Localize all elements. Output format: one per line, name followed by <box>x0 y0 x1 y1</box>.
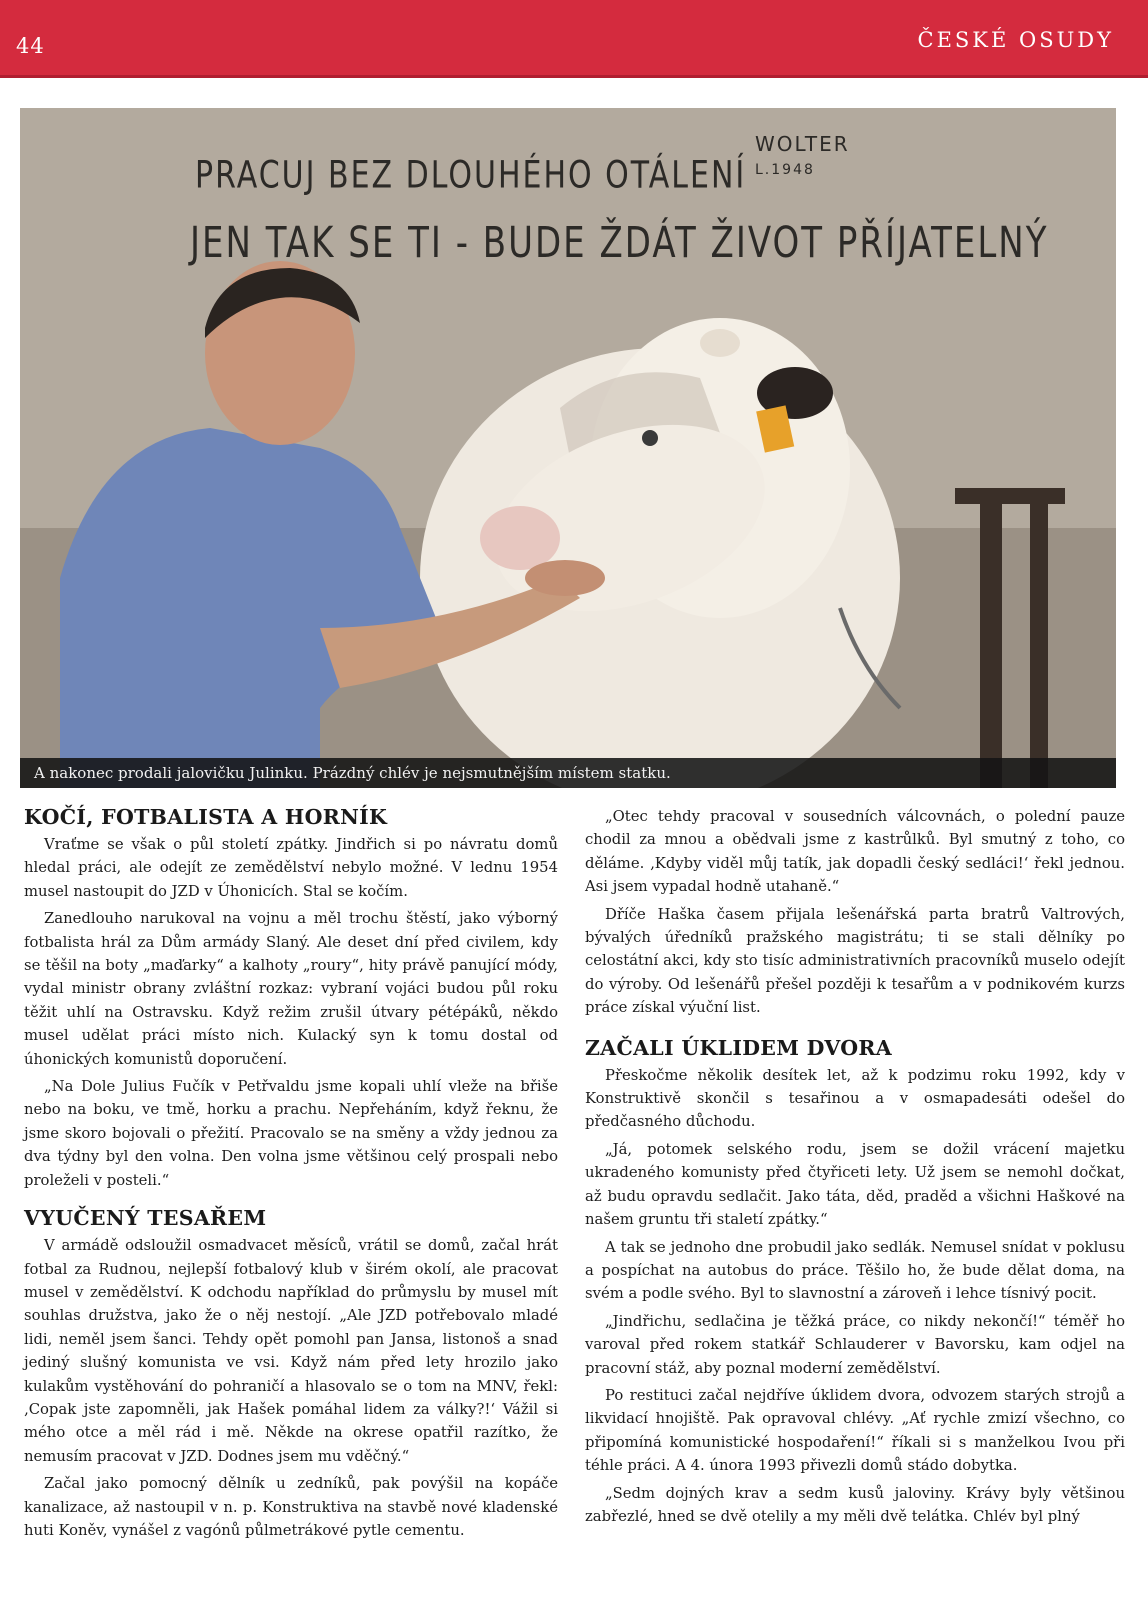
right-column <box>585 805 1125 1532</box>
photo-caption-bar <box>20 758 1116 788</box>
paragraph: Zanedlouho narukoval na vojnu a měl trochu štěstí, jako výborný fotbalista hrál za Dům armády Slaný. Ale deset dní před civilem, kdy se těšil na boty „maďarky“ a kalhoty „roury“, hity právě panující módy, vydal ministr obrany zvláštní rozkaz: vybraní vojáci budou půl roku těžit uhlí na Ostravsku. Když režim zrušil útvary pétépáků, někdo musel udělat práci místo nich. Kulacký syn k tomu dostal od úhonických komunistů doporučení. <box>24 910 558 1068</box>
paragraph: Po restituci začal nejdříve úklidem dvora, odvozem starých strojů a likvidací hnojiště. Pak opravoval chlévy. „Ať rychle zmizí všechno, co připomíná komunistické hospodaření!“ říkali si s manželkou Ivou při téhle práci. A 4. února 1993 přivezli domů stádo dobytka. <box>585 1386 1125 1475</box>
wall-inscription-line-2: JEN TAK SE TI - BUDE ŽDÁT ŽIVOT PŘÍJATELNÝ <box>190 218 1049 268</box>
paragraph: „Já, potomek selského rodu, jsem se dožil vrácení majetku ukradeného komunisty před čtyřiceti lety. Už jsem se nemohl dočkat, až budu opravdu sedlačit. Jako táta, děd, praděd a všichni Haškové na našem gruntu tři staletí zpátky.“ <box>585 1140 1125 1229</box>
section-heading: KOČÍ, FOTBALISTA A HORNÍK <box>24 805 388 829</box>
paragraph: „Otec tehdy pracoval v sousedních válcovnách, o polední pauze chodil za mnou a obědvali jsme z kastrůlků. Byl smutný z toho, co děláme. ‚Kdyby viděl můj tatík, jak dopadli český sedláci!‘ řekl jednou. Asi jsem vypadal hodně utahaně.“ <box>585 808 1125 896</box>
wall-inscription-year: L.1948 <box>755 162 815 178</box>
paragraph: „Sedm dojných krav a sedm kusů jaloviny. Krávy byly většinou zabřezlé, hned se dvě otelily a my měli dvě telátka. Chlév byl plný <box>585 1484 1125 1525</box>
paragraph: Vraťme se však o půl století zpátky. Jindřich si po návratu domů hledal práci, ale odejít ze zemědělství nebylo možné. V lednu 1954 musel nastoupit do JZD v Úhonicích. Stal se kočím. <box>24 836 558 900</box>
left-column <box>24 805 558 1546</box>
paragraph: „Jindřichu, sedlačina je těžká práce, co nikdy nekončí!“ téměř ho varoval před rokem statkář Schlauderer v Bavorsku, kam odjel na pracovní stáž, aby poznal moderní zemědělství. <box>585 1312 1125 1377</box>
paragraph: Přeskočme několik desítek let, až k podzimu roku 1992, kdy v Konstruktivě skončil s tesařinou a v osmapadesáti odešel do předčasného důchodu. <box>585 1066 1125 1131</box>
paragraph: Dříče Haška časem přijala lešenářská parta bratrů Valtrových, bývalých úředníků pražského magistrátu; ti se stali dělníky po celostátní akci, kdy sto tisíc administrativních pracovníků muselo odejít do výroby. Od lešenářů přešel později k tesařům a v podnikovém kurzs práce získal výuční list. <box>585 905 1125 1017</box>
section-heading: VYUČENÝ TESAŘEM <box>24 1206 267 1231</box>
page-header <box>0 0 1148 78</box>
paragraph: „Na Dole Julius Fučík v Petřvaldu jsme kopali uhlí vleže na břiše nebo na boku, ve tmě, horku a prachu. Nepřeháním, když řeknu, že jsme skoro bojovali o přežití. Pracovalo se na směny a vždy jednou za dva týdny byl den volna. Den volna jsme většinou celý prospali nebo proleželi v posteli.“ <box>24 1078 558 1189</box>
photo-caption: A nakonec prodali jalovičku Julinku. Prázdný chlév je nejsmutnějším místem statku. <box>34 764 671 782</box>
section-title: ČESKÉ OSUDY <box>917 28 1114 52</box>
paragraph: Začal jako pomocný dělník u zedníků, pak povýšil na kopáče kanalizace, až nastoupil v n. p. Konstruktiva na stavbě nové kladenské huti Koněv, vynášel z vagónů půlmetrákové pytle cementu. <box>24 1475 558 1539</box>
photo-illustration <box>20 108 1116 788</box>
paragraph: V armádě odsloužil osmadvacet měsíců, vrátil se domů, začal hrát fotbal za Rudnou, nejlepší fotbalový klub v širém okolí, ale pracovat musel v zemědělství. K odchodu například do průmyslu by musel mít souhlas družstva, jako že o něj nestojí. „Ale JZD potřebovalo mladé lidi, neměl jsem šanci. Tehdy opět pomohl pan Jansa, listonoš a snad jediný slušný komunista ve vsi. Když nám před lety hrozilo jako kulakům vystěhování do pohraničí a hlasovalo se o tom na MNV, řekl: ‚Copak jste zapomněli, jak Hašek pomáhal lidem za války?!‘ Vážil si mého otce a měl rád i mě. Někde na okrese opatřil razítko, že nemusím pracovat v JZD. Dodnes jsem mu vděčný.“ <box>24 1237 558 1465</box>
section-heading: ZAČALI ÚKLIDEM DVORA <box>585 1035 892 1060</box>
wall-inscription-line-1: PRACUJ BEZ DLOUHÉHO OTÁLENÍ <box>195 153 747 198</box>
page-number: 44 <box>16 34 45 58</box>
article-photo <box>20 108 1116 788</box>
paragraph: A tak se jednoho dne probudil jako sedlák. Nemusel snídat v poklusu a pospíchat na autobus do práce. Těšilo ho, že bude dělat doma, na svém a podle svého. Byl to slavnostní a zároveň i lehce tísnivý pocit. <box>585 1238 1125 1303</box>
wall-inscription-name: WOLTER <box>755 132 850 156</box>
